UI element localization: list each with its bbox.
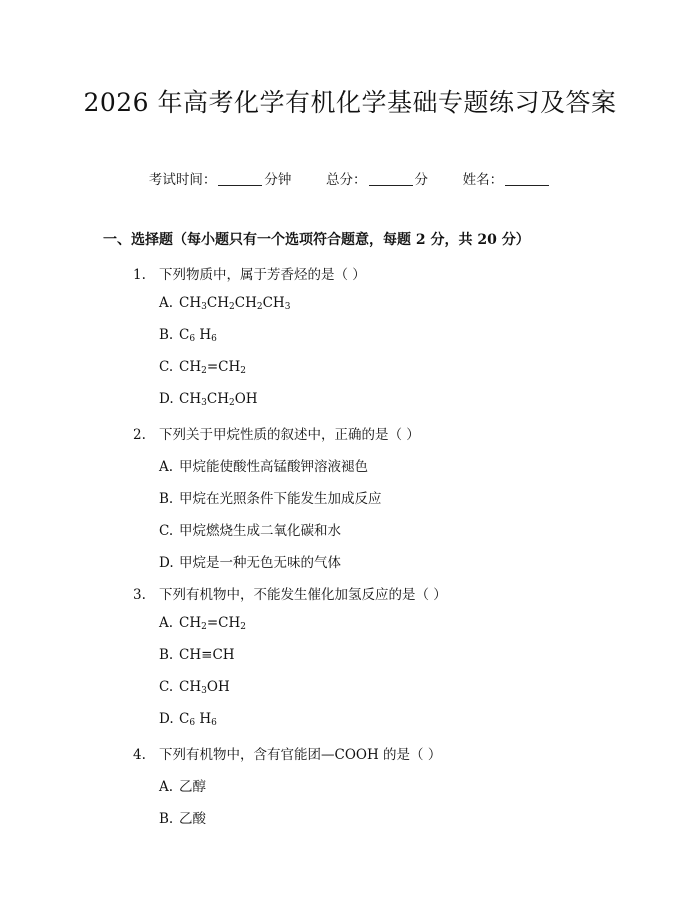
score-label: 总分： [326, 172, 367, 188]
q3-option-a[interactable] [159, 615, 246, 632]
option-label: C. [159, 523, 174, 539]
question-text: 下列物质中，属于芳香烃的是（ ） [159, 267, 366, 283]
q2-option-c[interactable] [159, 519, 341, 539]
time-label: 考试时间： [148, 172, 217, 188]
time-blank[interactable] [218, 173, 262, 186]
option-label: B. [159, 647, 174, 663]
page-title: 2026 年高考化学有机化学基础专题练习及答案 [83, 88, 617, 117]
question-number: 2. [133, 427, 146, 443]
time-unit: 分钟 [264, 172, 292, 188]
option-label: B. [159, 811, 174, 827]
option-label: D. [159, 391, 174, 407]
option-label: A. [159, 295, 174, 311]
q1-option-d[interactable] [159, 391, 258, 408]
option-label: C. [159, 679, 174, 695]
option-label: A. [159, 459, 174, 475]
q2-option-d[interactable] [159, 551, 341, 571]
option-text: $C_6$ $H_6$ [179, 711, 217, 728]
option-text: 甲烷在光照条件下能发生加成反应 [179, 491, 382, 507]
question-3 [133, 583, 447, 603]
q2-option-b[interactable] [159, 487, 382, 507]
q3-option-b[interactable] [159, 647, 235, 663]
question-number: 3. [133, 587, 146, 603]
question-text: 下列关于甲烷性质的叙述中，正确的是（ ） [159, 427, 420, 443]
q4-option-b[interactable] [159, 807, 206, 827]
option-text: $CH_2=CH_2$ [179, 359, 247, 376]
option-label: D. [159, 711, 174, 727]
option-text: $CH_3CH_2CH_2CH_3$ [179, 295, 291, 312]
option-text: 甲烷燃烧生成二氧化碳和水 [179, 523, 341, 539]
option-text: CH≡CH [179, 647, 235, 663]
option-label: D. [159, 555, 174, 571]
option-text: $CH_3OH$ [179, 679, 230, 696]
option-label: B. [159, 327, 174, 343]
score-blank[interactable] [369, 173, 413, 186]
option-label: B. [159, 491, 174, 507]
question-text: 下列有机物中，含有官能团—COOH 的是（ ） [159, 747, 442, 763]
q3-option-d[interactable] [159, 711, 217, 728]
option-label: C. [159, 359, 174, 375]
section-heading: 一、选择题（每小题只有一个选项符合题意，每题 2 分，共 20 分） [103, 232, 530, 248]
question-1 [133, 263, 366, 283]
question-text: 下列有机物中，不能发生催化加氢反应的是（ ） [159, 587, 447, 603]
option-text: 乙醇 [179, 779, 206, 795]
option-text: 乙酸 [179, 811, 206, 827]
name-blank[interactable] [505, 173, 549, 186]
option-text: $CH_2=CH_2$ [179, 615, 247, 632]
option-text: 甲烷是一种无色无味的气体 [179, 555, 341, 571]
option-text: 甲烷能使酸性高锰酸钾溶液褪色 [179, 459, 368, 475]
q1-option-b[interactable] [159, 327, 217, 344]
question-2 [133, 423, 420, 443]
option-label: A. [159, 615, 174, 631]
q4-option-a[interactable] [159, 775, 206, 795]
q3-option-c[interactable] [159, 679, 230, 696]
q2-option-a[interactable] [159, 455, 368, 475]
name-label: 姓名： [462, 172, 504, 188]
option-text: $CH_3CH_2OH$ [179, 391, 258, 408]
option-label: A. [159, 779, 174, 795]
q1-option-a[interactable] [159, 295, 290, 312]
question-number: 1. [133, 267, 146, 283]
question-4 [133, 743, 441, 763]
exam-meta [0, 168, 700, 188]
q1-option-c[interactable] [159, 359, 246, 376]
question-number: 4. [133, 747, 146, 763]
score-unit: 分 [414, 172, 428, 188]
option-text: $C_6$ $H_6$ [179, 327, 217, 344]
